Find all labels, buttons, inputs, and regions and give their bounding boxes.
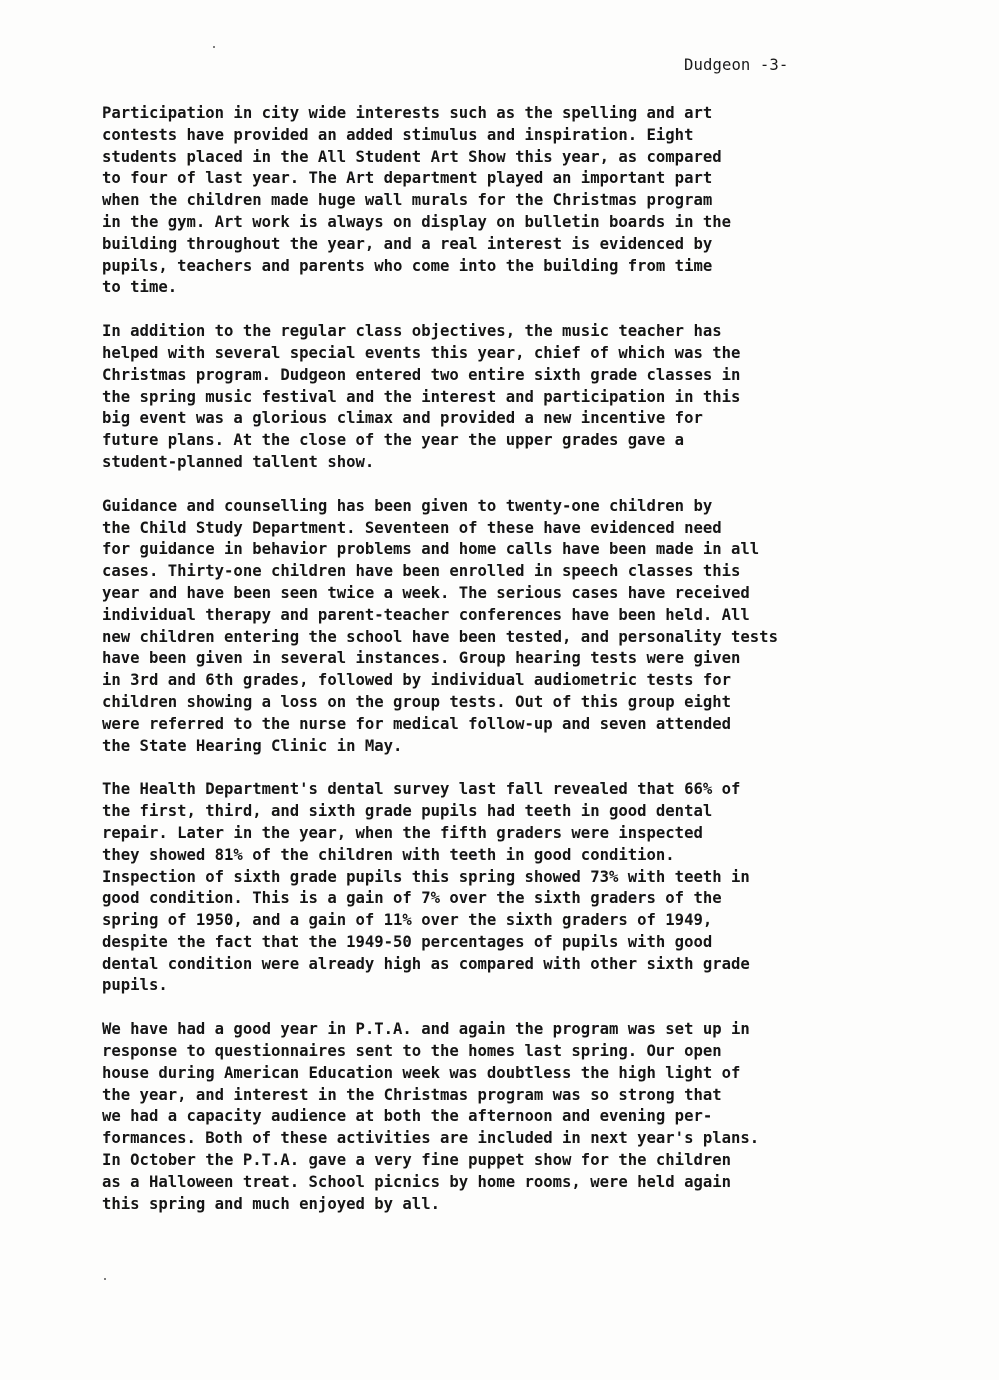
paragraph-pta: [102, 1019, 882, 1215]
text-line: new children entering the school have been tested, and personality tests: [102, 627, 778, 646]
text-line: as a Halloween treat. School picnics by home rooms, were held again: [102, 1172, 732, 1191]
text-line: year and have been seen twice a week. The serious cases have received: [102, 583, 750, 602]
text-line: the year, and interest in the Christmas program was so strong that: [102, 1085, 722, 1104]
text-line: spring of 1950, and a gain of 11% over the sixth graders of 1949,: [102, 911, 713, 930]
paragraph-music: [102, 321, 882, 474]
text-line: for guidance in behavior problems and home calls have been made in all: [102, 540, 760, 559]
paragraph-guidance: [102, 496, 882, 758]
text-line: response to questionnaires sent to the homes last spring. Our open: [102, 1042, 722, 1061]
text-line: when the children made huge wall murals for the Christmas program: [102, 191, 713, 210]
paper-speck: [213, 46, 215, 48]
text-line: Guidance and counselling has been given to twenty-one children by: [102, 496, 713, 515]
text-line: individual therapy and parent-teacher conferences have been held. All: [102, 605, 750, 624]
text-line: formances. Both of these activities are included in next year's plans.: [102, 1129, 760, 1148]
text-line: student-planned tallent show.: [102, 452, 375, 471]
text-line: the Child Study Department. Seventeen of these have evidenced need: [102, 518, 722, 537]
text-line: Christmas program. Dudgeon entered two entire sixth grade classes in: [102, 365, 741, 384]
document-body: [102, 103, 882, 1237]
text-line: Participation in city wide interests such as the spelling and art: [102, 104, 713, 122]
text-line: this spring and much enjoyed by all.: [102, 1194, 440, 1213]
text-line: In addition to the regular class objectives, the music teacher has: [102, 322, 722, 341]
text-line: big event was a glorious climax and provided a new incentive for: [102, 409, 703, 428]
text-line: were referred to the nurse for medical follow-up and seven attended: [102, 714, 732, 733]
text-line: children showing a loss on the group tests. Out of this group eight: [102, 692, 732, 711]
page-number-header: Dudgeon -3-: [684, 56, 789, 74]
text-line: Inspection of sixth grade pupils this spring showed 73% with teeth in: [102, 867, 750, 886]
text-line: In October the P.T.A. gave a very fine puppet show for the children: [102, 1151, 732, 1170]
text-line: repair. Later in the year, when the fifth graders were inspected: [102, 823, 703, 842]
text-line: students placed in the All Student Art Show this year, as compared: [102, 147, 722, 166]
text-line: the spring music festival and the interest and participation in this: [102, 387, 741, 406]
text-line: have been given in several instances. Group hearing tests were given: [102, 649, 741, 668]
text-line: We have had a good year in P.T.A. and again the program was set up in: [102, 1020, 750, 1039]
text-line: pupils.: [102, 976, 168, 995]
text-line: the first, third, and sixth grade pupils had teeth in good dental: [102, 802, 713, 821]
paper-speck: [104, 1278, 106, 1280]
text-line: in the gym. Art work is always on display on bulletin boards in the: [102, 212, 732, 231]
text-line: helped with several special events this year, chief of which was the: [102, 343, 741, 362]
text-line: despite the fact that the 1949-50 percentages of pupils with good: [102, 932, 713, 951]
text-line: future plans. At the close of the year the upper grades gave a: [102, 431, 685, 450]
text-line: cases. Thirty-one children have been enrolled in speech classes this: [102, 562, 741, 581]
text-line: dental condition were already high as compared with other sixth grade: [102, 954, 750, 973]
text-line: pupils, teachers and parents who come into the building from time: [102, 256, 713, 275]
text-line: they showed 81% of the children with teeth in good condition.: [102, 845, 675, 864]
paragraph-art: [102, 103, 882, 299]
paragraph-dental: [102, 779, 882, 997]
text-line: the State Hearing Clinic in May.: [102, 736, 403, 755]
text-line: house during American Education week was doubtless the high light of: [102, 1063, 741, 1082]
text-line: to time.: [102, 278, 178, 297]
text-line: in 3rd and 6th grades, followed by individual audiometric tests for: [102, 671, 732, 690]
text-line: good condition. This is a gain of 7% over the sixth graders of the: [102, 889, 722, 908]
text-line: contests have provided an added stimulus and inspiration. Eight: [102, 125, 694, 144]
text-line: building throughout the year, and a real interest is evidenced by: [102, 234, 713, 253]
text-line: we had a capacity audience at both the afternoon and evening per-: [102, 1107, 713, 1126]
text-line: to four of last year. The Art department played an important part: [102, 169, 713, 188]
text-line: The Health Department's dental survey last fall revealed that 66% of: [102, 780, 741, 799]
